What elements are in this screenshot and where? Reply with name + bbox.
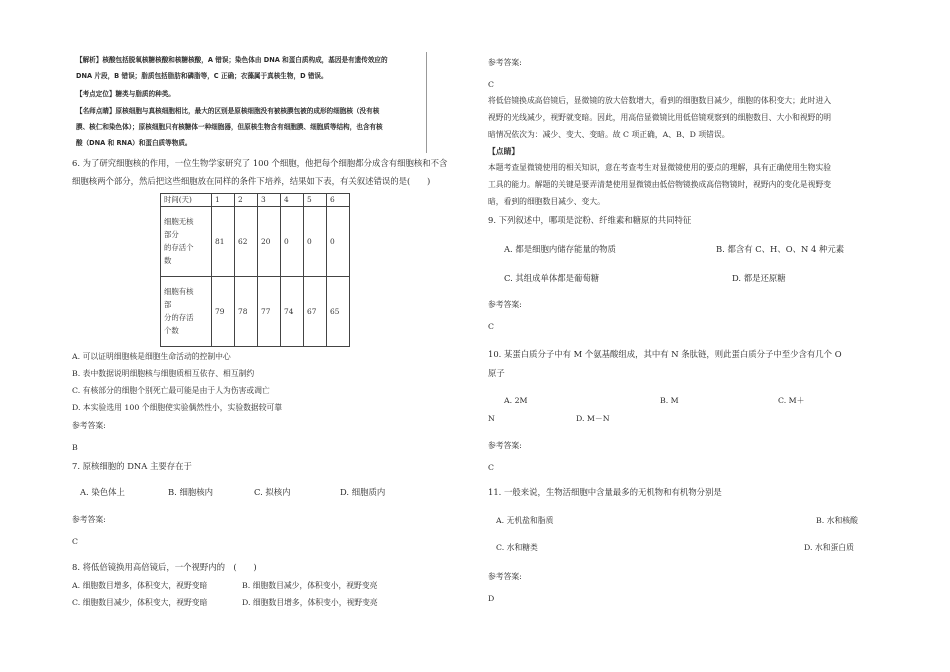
q6-option-d: D. 本实验选用 100 个细胞使实验偶然性小，实验数据较可靠 (72, 403, 283, 412)
q9-option-d: D. 都是还原糖 (732, 273, 786, 283)
table-cell: 时间(天) (161, 194, 212, 207)
q9-option-b: B. 都含有 C、H、O、N 4 种元素 (716, 244, 845, 254)
q8-option-d: D. 细胞数目增多，体积变小，视野变亮 (242, 598, 378, 607)
q7-option-b: B. 细胞核内 (168, 487, 213, 497)
reference-answer-label: 参考答案: (488, 441, 522, 450)
q11-stem: 11. 一般来说，生物活细胞中含量最多的无机物和有机物分别是 (488, 487, 722, 497)
tip-heading: 【点睛】 (488, 147, 520, 156)
analysis-line: 【解析】核酸包括脱氧核糖核酸和核糖核酸，A 错误；染色体由 DNA 和蛋白质构成，基因是有遗传效应的 (76, 56, 388, 64)
q10-stem-line1: 10. 某蛋白质分子中有 M 个氨基酸组成，其中有 N 条肽链，则此蛋白质分子中至少含有几个 O (488, 349, 842, 359)
analysis-line: 【名师点睛】原核细胞与真核细胞相比，最大的区别是原核细胞没有被核膜包被的成形的细胞核（没有核 (76, 107, 380, 115)
q7-option-d: D. 细胞质内 (340, 487, 386, 497)
reference-answer-label: 参考答案: (488, 572, 522, 581)
survival-table (160, 193, 350, 347)
table-row (161, 207, 350, 277)
q11-option-a: A. 无机盐和脂质 (496, 516, 554, 525)
q10-option-c-cont: N (488, 414, 495, 423)
q6-option-c: C. 有核部分的细胞个别死亡最可能是由于人为伤害或凋亡 (72, 386, 270, 395)
analysis-line: DNA 片段，B 错误；脂质包括脂肪和磷脂等，C 正确；衣藻属于真核生物，D 错误。 (76, 72, 328, 80)
q6-option-a: A. 可以证明细胞核是细胞生命活动的控制中心 (72, 352, 231, 361)
table-cell: 20 (258, 207, 281, 277)
q11-option-c: C. 水和糖类 (496, 543, 538, 552)
table-cell: 5 (304, 194, 327, 207)
table-cell: 67 (304, 277, 327, 347)
table-cell: 3 (258, 194, 281, 207)
tip-line: 本题考查显微镜使用的相关知识，意在考查考生对显微镜使用的要点的理解，具有正确使用生物实验 (488, 163, 832, 172)
q8-option-b: B. 细胞数目减少，体积变小，视野变亮 (242, 581, 378, 590)
table-cell: 81 (212, 207, 235, 277)
q9-option-c: C. 其组成单体都是葡萄糖 (504, 273, 600, 283)
q7-stem: 7. 原核细胞的 DNA 主要存在于 (72, 461, 192, 471)
explanation-line: 将低倍镜换成高倍镜后，显微镜的放大倍数增大，看到的细胞数目减少，细胞的体积变大；此时进入 (488, 96, 832, 105)
reference-answer-label: 参考答案: (488, 58, 522, 67)
tip-line: 工具的能力。解题的关键是要弄清楚使用显微镜由低倍物镜换成高倍物镜时，视野内的变化是视野变 (488, 180, 832, 189)
answer: C (488, 80, 494, 89)
tip-line: 暗，看到的细胞数目减少、变大。 (488, 197, 605, 206)
q10-option-b: B. M (660, 396, 679, 405)
analysis-line: 酸（DNA 和 RNA）和蛋白质等物质。 (76, 139, 192, 147)
table-row (161, 277, 350, 347)
analysis-line: 【考点定位】糖类与脂质的种类。 (76, 90, 175, 98)
table-cell: 6 (327, 194, 350, 207)
q6-stem-line1: 6. 为了研究细胞核的作用，一位生物学家研究了 100 个细胞，他把每个细胞都分成含有细胞核和不含 (72, 158, 448, 168)
reference-answer-label: 参考答案: (488, 300, 522, 309)
explanation-line: 暗情况依次为：减少、变大、变暗。故 C 项正确，A、B、D 项错误。 (488, 130, 730, 139)
table-cell: 79 (212, 277, 235, 347)
q11-option-d: D. 水和蛋白质 (804, 543, 854, 552)
q10-option-a: A. 2M (504, 396, 528, 405)
table-cell: 78 (235, 277, 258, 347)
q8-stem: 8. 将低倍镜换用高倍镜后，一个视野内的 ( ) (72, 562, 257, 572)
q10-option-d: D. M－N (576, 414, 610, 423)
table-cell: 1 (212, 194, 235, 207)
table-cell: 74 (281, 277, 304, 347)
answer: C (488, 322, 494, 331)
q8-option-c: C. 细胞数目减少，体积变大，视野变暗 (72, 598, 208, 607)
q6-option-b: B. 表中数据说明细胞核与细胞质相互依存、相互制约 (72, 369, 255, 378)
table-row-label: 细胞无核 部分 的存活个 数 (161, 207, 212, 277)
table-cell: 62 (235, 207, 258, 277)
table-row-label: 细胞有核 部 分的存活 个数 (161, 277, 212, 347)
q6-stem-line2: 细胞核两个部分，然后把这些细胞放在同样的条件下培养，结果如下表，有关叙述错误的是( ) (72, 176, 431, 186)
table-cell: 0 (304, 207, 327, 277)
q10-option-c: C. M＋ (778, 396, 805, 405)
q11-option-b: B. 水和核酸 (816, 516, 858, 525)
q7-option-a: A. 染色体上 (80, 487, 125, 497)
q7-option-c: C. 拟核内 (254, 487, 291, 497)
q9-option-a: A. 都是细胞内储存能量的物质 (504, 244, 616, 254)
answer: C (488, 463, 494, 472)
q8-option-a: A. 细胞数目增多，体积变大，视野变暗 (72, 581, 208, 590)
analysis-box (70, 52, 427, 153)
table-cell: 0 (281, 207, 304, 277)
answer: D (488, 594, 495, 603)
q9-stem: 9. 下列叙述中，哪项是淀粉、纤维素和糖原的共同特征 (488, 215, 692, 225)
reference-answer-label: 参考答案: (72, 515, 106, 524)
table-header-row (161, 194, 350, 207)
analysis-line: 膜、核仁和染色体）；原核细胞只有核糖体一种细胞器，但原核生物含有细胞膜、细胞质等结构，也含有核 (76, 123, 383, 131)
answer: B (72, 443, 78, 452)
table-cell: 0 (327, 207, 350, 277)
table-cell: 2 (235, 194, 258, 207)
table-cell: 65 (327, 277, 350, 347)
reference-answer-label: 参考答案: (72, 421, 106, 430)
table-cell: 4 (281, 194, 304, 207)
q10-stem-line2: 原子 (488, 368, 505, 378)
explanation-line: 视野的光线减少，视野就变暗。因此，用高倍显微镜比用低倍镜观察到的细胞数目、大小和视野的明 (488, 113, 832, 122)
answer: C (72, 537, 78, 546)
table-cell: 77 (258, 277, 281, 347)
